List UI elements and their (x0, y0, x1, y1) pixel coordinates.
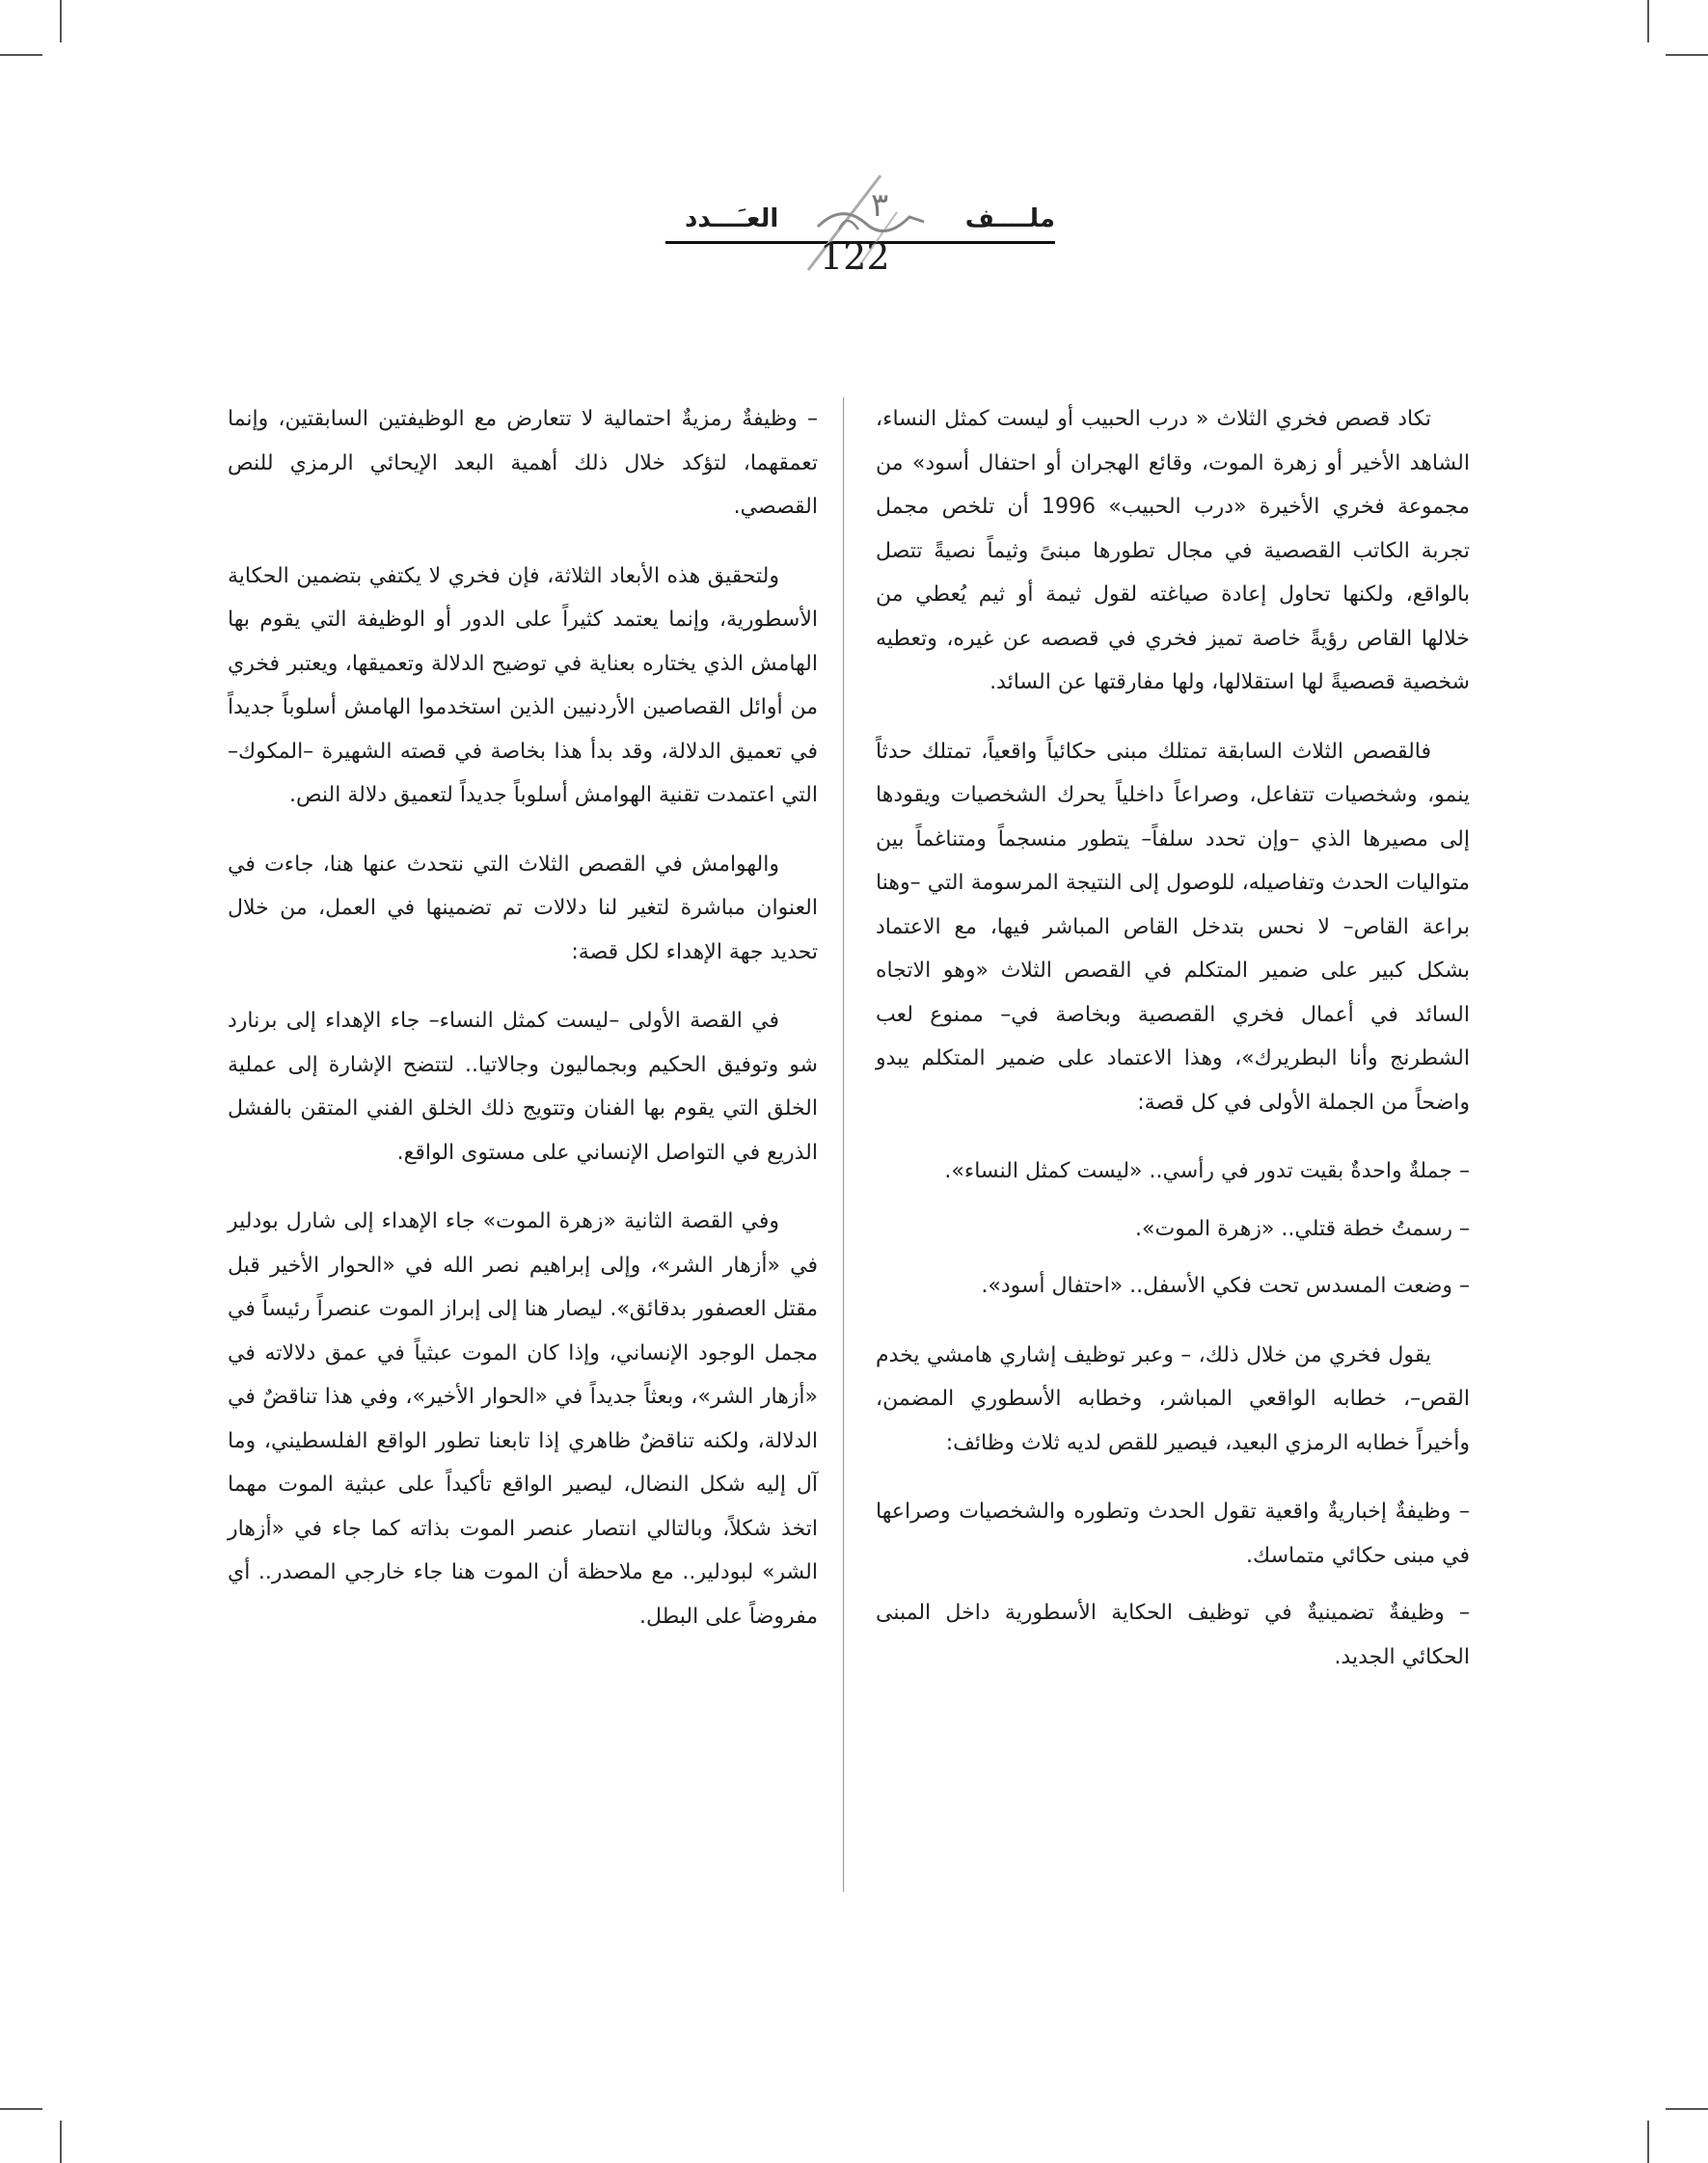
right-paragraph: – جملةٌ واحدةٌ بقيت تدور في رأسي.. «ليست كمثل النساء». (944, 1159, 1470, 1183)
right-paragraph: – وظيفةٌ إخباريةٌ واقعية تقول الحدث وتطوره والشخصيات وصراعها في مبنى حكائي متماسك. (876, 1500, 1470, 1568)
page-header (646, 183, 1061, 289)
crop-mark (1666, 54, 1708, 56)
page-number: 122 (820, 235, 890, 278)
right-paragraph: – وظيفةٌ تضمينيةٌ في توظيف الحكاية الأسطورية داخل المبنى الحكائي الجديد. (876, 1601, 1470, 1669)
crop-mark (1666, 2108, 1708, 2110)
crop-mark (1647, 2121, 1649, 2163)
left-column (228, 397, 818, 1663)
left-paragraph: وفي القصة الثانية «زهرة الموت» جاء الإهداء إلى شارل بودلير في «أزهار الشر»، وإلى إبراهيم نصر الله في «الحوار الأخير قبل مقتل العصفور بدقائق». ليصار هنا إلى إبراز الموت عنصراً رئيساً في مجمل الوجود الإنساني، وإذا كان الموت عبثياً في عمق دلالاته في «أزهار الشر»، وبعثاً جديداً في «الحوار الأخير»، وفي هذا تناقضٌ في الدلالة، ولكنه تناقضٌ ظاهري إذا تابعنا تطور الواقع الفلسطيني، وما آل إليه شكل النضال، ليصير الواقع تأكيداً على عبثية الموت مهما اتخذ شكلاً، وبالتالي انتصار عنصر الموت بذاته كما جاء في «أزهار الشر» لبودلير.. مع ملاحظة أن الموت هنا جاء خارجي المصدر.. أي مفروضاً على البطل. (228, 1209, 818, 1629)
right-paragraph: يقول فخري من خلال ذلك، – وعبر توظيف إشاري هامشي يخدم القص–، خطابه الواقعي المباشر، وخطابه الأسطوري المضمن، وأخيراً خطابه الرمزي البعيد، فيصير للقص لديه ثلاث وظائف: (876, 1342, 1470, 1455)
column-divider (843, 397, 844, 1892)
crop-mark (60, 2121, 62, 2163)
right-paragraph: – وضعت المسدس تحت فكي الأسفل.. «احتفال أسود». (981, 1274, 1470, 1298)
left-paragraph: ولتحقيق هذه الأبعاد الثلاثة، فإن فخري لا يكتفي بتضمين الحكاية الأسطورية، وإنما يعتمد كثيراً على الدور أو الوظيفة التي يقوم بها الهامش الذي يختاره بعناية في توضيح الدلالة وتعميقها، ويعتبر فخري من أوائل القصاصين الأردنيين الذين استخدموا الهامش أسلوباً جديداً في تعميق الدلالة، وقد بدأ هذا بخاصة في قصته الشهيرة –المكوك– التي اعتمدت تقنية الهوامش أسلوباً جديداً لتعميق دلالة النص. (228, 563, 818, 807)
section-label: ملــــف (964, 204, 1055, 233)
crop-mark (0, 2108, 42, 2110)
right-column (876, 397, 1470, 1704)
left-paragraph: في القصة الأولى –ليست كمثل النساء– جاء الإهداء إلى برنارد شو وتوفيق الحكيم وبجماليون وجالاتيا.. لتتضح الإشارة إلى عملية الخلق التي يقوم بها الفنان وتتويج ذلك الخلق الفني المتقن بالفشل الذريع في التواصل الإنساني على مستوى الواقع. (228, 1009, 818, 1165)
issue-label: العـَـــدد (685, 204, 779, 233)
crop-mark (1647, 0, 1649, 42)
right-paragraph: – رسمتُ خطة قتلي.. «زهرة الموت». (1135, 1216, 1470, 1241)
crop-mark (0, 54, 42, 56)
left-paragraph: – وظيفةٌ رمزيةٌ احتمالية لا تتعارض مع الوظيفتين السابقتين، وإنما تعمقهما، لتؤكد خلال ذلك أهمية البعد الإيحائي الرمزي للنص القصصي. (228, 407, 818, 519)
crop-mark (60, 0, 62, 42)
right-paragraph: فالقصص الثلاث السابقة تمتلك مبنى حكائياً واقعياً، تمتلك حدثاً ينمو، وشخصيات تتفاعل، وصراعاً داخلياً يحرك الشخصيات ويقودها إلى مصيرها الذي –وإن تحدد سلفاً– يتطور منسجماً ومتناغماً بين متواليات الحدث وتفاصيله، للوصول إلى النتيجة المرسومة التي –وهنا براعة القاص– لا نحس بتدخل القاص المباشر فيها، مع الاعتماد بشكل كبير على ضمير المتكلم في القصص الثلاث «وهو الاتجاه السائد في أعمال فخري القصصية وبخاصة في– ممنوع لعب الشطرنج وأنا البطريرك»، وهذا الاعتماد على ضمير المتكلم يبدو واضحاً من الجملة الأولى في كل قصة: (876, 739, 1470, 1115)
left-paragraph: والهوامش في القصص الثلاث التي نتحدث عنها هنا، جاءت في العنوان مباشرة لتغير لنا دلالات تم تضمينها في العمل، من خلال تحديد جهة الإهداء لكل قصة: (228, 852, 818, 964)
logo-glyph: ٣ (871, 186, 889, 225)
right-paragraph: تكاد قصص فخري الثلاث « درب الحبيب أو ليست كمثل النساء، الشاهد الأخير أو زهرة الموت، وقائع الهجران أو احتفال أسود» من مجموعة فخري الأخيرة «درب الحبيب» 1996 أن تلخص مجمل تجربة الكاتب القصصية في مجال تطورها مبنىً وثيماً نصيةً تتصل بالواقع، ولكنها تحاول إعادة صياغته لقول ثيمة أو ثيم يُعطي من خلالها القاص رؤيةً خاصة تميز فخري في قصصه عن غيره، وتعطيه شخصية قصصيةً لها استقلالها، ولها مفارقتها عن السائد. (876, 407, 1470, 694)
